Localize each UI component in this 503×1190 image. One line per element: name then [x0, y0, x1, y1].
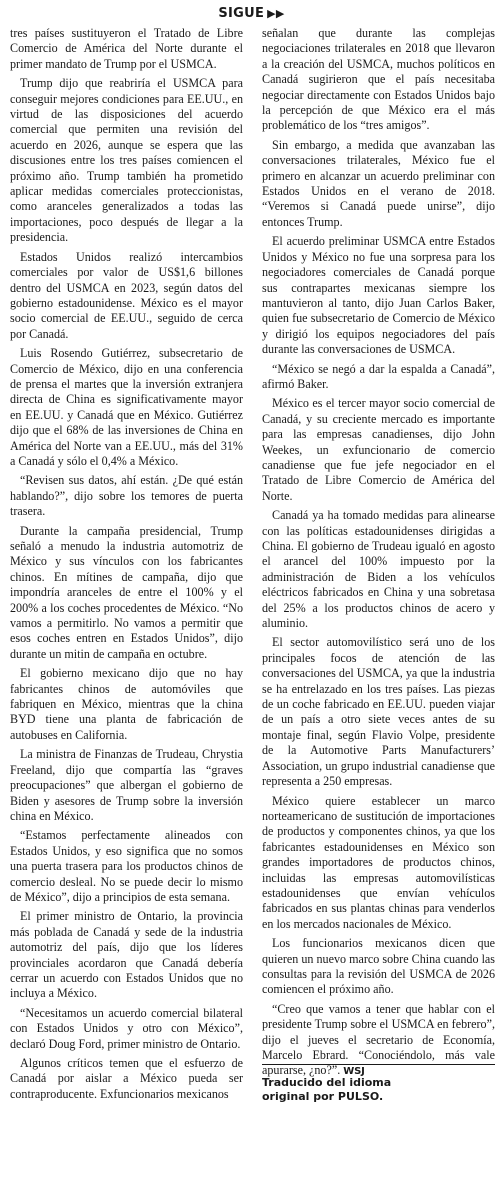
- paragraph: Los funcionarios mexicanos dicen que quieren un nuevo marco sobre China cuando las consultas para la revisión del USMCA de 2026 comiencen el próximo año.: [262, 936, 495, 997]
- paragraph: “Estamos perfectamente alineados con Estados Unidos, y eso significa que no somos una puerta trasera para los productos chinos de comercio desleal. No se puede decir lo mismo de México”, dijo a principios de esta semana.: [10, 828, 243, 904]
- paragraph: El primer ministro de Ontario, la provincia más poblada de Canadá y sede de la industria automotriz del país, dijo que los líderes provinciales acordaron que Canadá debería cerrar un acuerdo con Estados Unidos que no incluya a México.: [10, 909, 243, 1001]
- credit-line-2: original por PULSO.: [262, 1090, 384, 1103]
- paragraph: señalan que durante las complejas negociaciones trilaterales en 2018 que llevaron a la creación del USMCA, muchos políticos en Canadá sugirieron que el país necesitaba negociar directamente con Estados Unidos bajo la percepción de que México era el más problemático de los “tres amigos”.: [262, 26, 495, 133]
- continues-header: [0, 6, 503, 28]
- paragraph: tres países sustituyeron el Tratado de Libre Comercio de América del Norte durante el primer mandato de Trump por el USMCA.: [10, 26, 243, 71]
- paragraph: Trump dijo que reabriría el USMCA para conseguir mejores condiciones para EE.UU., en virtud de las disposiciones del acuerdo comercial que permiten una revisión del acuerdo en 2026, aunque se espera que las discusiones entre los tres países comiencen el próximo año. Trump también ha prometido aplicar medidas comerciales proteccionistas, como aranceles generalizados a todas las importaciones, poco después de llegar a la presidencia.: [10, 76, 243, 245]
- paragraph: México es el tercer mayor socio comercial de Canadá, y su creciente mercado es importante para las empresas canadienses, dijo John Weekes, un exfuncionario de comercio canadiense que fue jefe negociador en el Tratado de Libre Comercio de América del Norte.: [262, 396, 495, 503]
- paragraph-final: [262, 1002, 495, 1080]
- continues-label: SIGUE: [218, 6, 265, 21]
- paragraph: El gobierno mexicano dijo que no hay fabricantes chinos de automóviles que fabriquen en México, mientras que la china BYD tiene una planta de fabricación de autobuses en California.: [10, 666, 243, 742]
- paragraph: Algunos críticos temen que el esfuerzo de Canadá por aislar a México pueda ser contraproducente. Exfuncionarios mexicanos: [10, 1056, 243, 1101]
- paragraph: La ministra de Finanzas de Trudeau, Chrystia Freeland, dijo que compartía las “graves preocupaciones” que albergan el gobierno de Biden y asesores de Trump sobre la inversión china en México.: [10, 747, 243, 823]
- paragraph: “Necesitamos un acuerdo comercial bilateral con Estados Unidos y otro con México”, declaró Doug Ford, primer ministro de Ontario.: [10, 1005, 243, 1051]
- paragraph: “Revisen sus datos, ahí están. ¿De qué están hablando?”, dijo sobre los temores de puerta trasera.: [10, 473, 243, 519]
- paragraph: El sector automovilístico será uno de los principales focos de atención de las conversaciones del USMCA, ya que la industria se ha entrelazado en los tres países. Las piezas de un coche fabricado en EE.UU. pueden viajar de un país a otro siete veces antes de su montaje final, según Flavio Volpe, presidente de la Automotive Parts Manufacturers’ Association, un grupo industrial canadiense que representa a 250 empresas.: [262, 635, 495, 789]
- continues-arrows-icon: ▶▶: [267, 7, 285, 20]
- paragraph: Canadá ya ha tomado medidas para alinearse con las políticas estadounidenses dirigidas a China. El gobierno de Trudeau igualó en agosto el arancel del 100% impuesto por la administración de Biden a los vehículos eléctricos fabricados en China y una sobretasa del 25% a los productos chinos de acero y aluminio.: [262, 508, 495, 631]
- signoff-mark: WSJ: [343, 1066, 365, 1078]
- final-paragraph-text: “Creo que vamos a tener que hablar con el presidente Trump sobre el USMCA en febrero”, dijo el jueves el secretario de Economía, Marcelo Ebrard. “Conociéndolo, más vale apurarse, ¿no?”.: [262, 1001, 495, 1078]
- credit-divider: [262, 1064, 495, 1065]
- paragraph: México quiere establecer un marco norteamericano de sustitución de importaciones de productos y componentes chinos, ya que los fabricantes estadounidenses en México son grandes importadores de productos chinos, incluidas las empresas automovilísticas estadounidenses que envían vehículos fabricados en sus plantas chinas para venderlos en los mercados nacionales de México.: [262, 793, 495, 931]
- paragraph: Sin embargo, a medida que avanzaban las conversaciones trilaterales, México fue el primero en alcanzar un acuerdo preliminar con Estados Unidos en el verano de 2018. “Veremos si Canadá puede unirse”, dijo entonces Trump.: [262, 137, 495, 229]
- paragraph: Estados Unidos realizó intercambios comerciales por valor de US$1,6 billones dentro del USMCA en 2023, según datos del gobierno estadounidense. México es el mayor socio comercial de EE.UU., seguido de cerca por Canadá.: [10, 249, 243, 341]
- paragraph: Luis Rosendo Gutiérrez, subsecretario de Comercio de México, dijo en una conferencia de prensa el martes que la inversión extranjera directa de China es significativamente mayor en EE.UU. y Canadá que en México. Gutiérrez dijo que el 68% de las inversiones de China en América del Norte van a EE.UU., más del 31% a Canadá y sólo el 0,4% a México.: [10, 346, 243, 468]
- translation-credit: [262, 1076, 495, 1104]
- paragraph: Durante la campaña presidencial, Trump señaló a menudo la industria automotriz de México y sus vínculos con los fabricantes chinos. En mítines de campaña, dijo que impondría aranceles de entre el 100% y el 200% a los coches procedentes de México. “No vamos a permitirlo. No vamos a permitir que esos coches entren en Estados Unidos”, dijo durante un mitin de campaña en octubre.: [10, 523, 243, 661]
- left-column: [10, 26, 243, 1102]
- paragraph: “México se negó a dar la espalda a Canadá”, afirmó Baker.: [262, 361, 495, 391]
- credit-line-1: Traducido del idioma: [262, 1076, 392, 1089]
- paragraph: El acuerdo preliminar USMCA entre Estados Unidos y México no fue una sorpresa para los negociadores comerciales de Canadá porque sus contrapartes mexicanas siempre los mantuvieron al tanto, dijo Juan Carlos Baker, quien fue subsecretario de Comercio de México y dirigió los equipos negociadores del país durante las conversaciones de USMCA.: [262, 234, 495, 357]
- right-column: [262, 26, 495, 1080]
